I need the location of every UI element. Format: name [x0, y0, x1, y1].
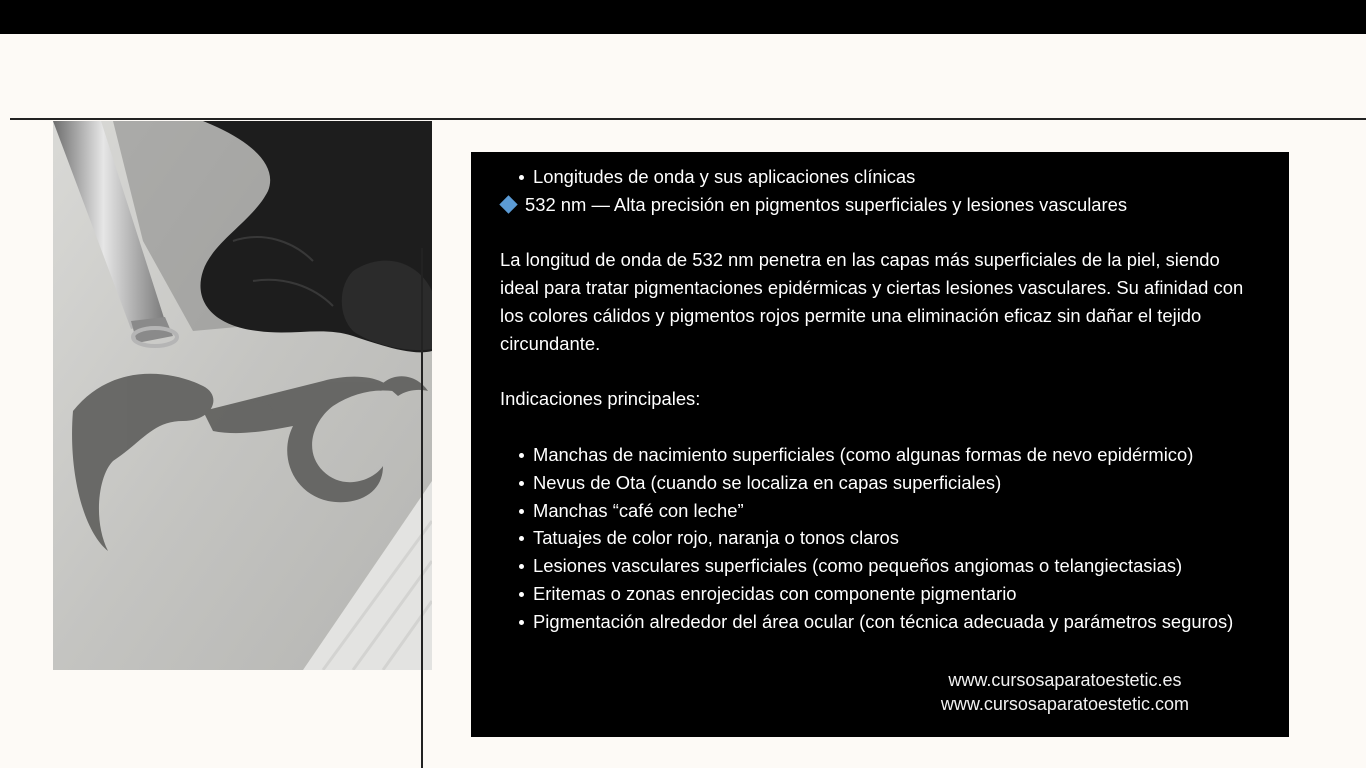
- indication-item: Lesiones vasculares superficiales (como pequeños angiomas o telangiectasias): [533, 552, 1259, 580]
- wavelength-line: [500, 191, 1259, 219]
- wavelength-text: 532 nm — Alta precisión en pigmentos superficiales y lesiones vasculares: [525, 193, 1128, 215]
- vertical-divider: [421, 248, 423, 768]
- website-url-es[interactable]: www.cursosaparatoestetic.es: [948, 670, 1182, 690]
- description-paragraph: La longitud de onda de 532 nm penetra en las capas más superficiales de la piel, siendo ideal para tratar pigmentaciones epidérmicas y ciertas lesiones vasculares. Su afinidad con los colores cálidos y pigmentos rojos permite una eliminación eficaz sin dañar el tejido circundante.: [500, 249, 1244, 354]
- blue-diamond-icon: [499, 195, 517, 213]
- top-bar: [0, 0, 1366, 34]
- indication-item: Nevus de Ota (cuando se localiza en capas superficiales): [533, 469, 1259, 497]
- indications-title: Indicaciones principales:: [500, 388, 701, 410]
- section-heading-bullet: Longitudes de onda y sus aplicaciones clínicas: [533, 163, 1259, 191]
- indication-item: Manchas de nacimiento superficiales (como algunas formas de nevo epidérmico): [533, 441, 1259, 469]
- indication-item: Eritemas o zonas enrojecidas con componente pigmentario: [533, 580, 1259, 608]
- website-url-com[interactable]: www.cursosaparatoestetic.com: [940, 694, 1189, 714]
- indication-item: Tatuajes de color rojo, naranja o tonos claros: [533, 524, 1259, 552]
- info-panel: [471, 152, 1289, 737]
- indications-list: [500, 441, 1259, 636]
- laser-tattoo-removal-photo: [53, 121, 432, 670]
- indication-item: Manchas “café con leche”: [533, 497, 1259, 525]
- horizontal-divider: [10, 118, 1366, 120]
- website-links: [941, 668, 1189, 716]
- indication-item: Pigmentación alrededor del área ocular (con técnica adecuada y parámetros seguros): [533, 608, 1259, 636]
